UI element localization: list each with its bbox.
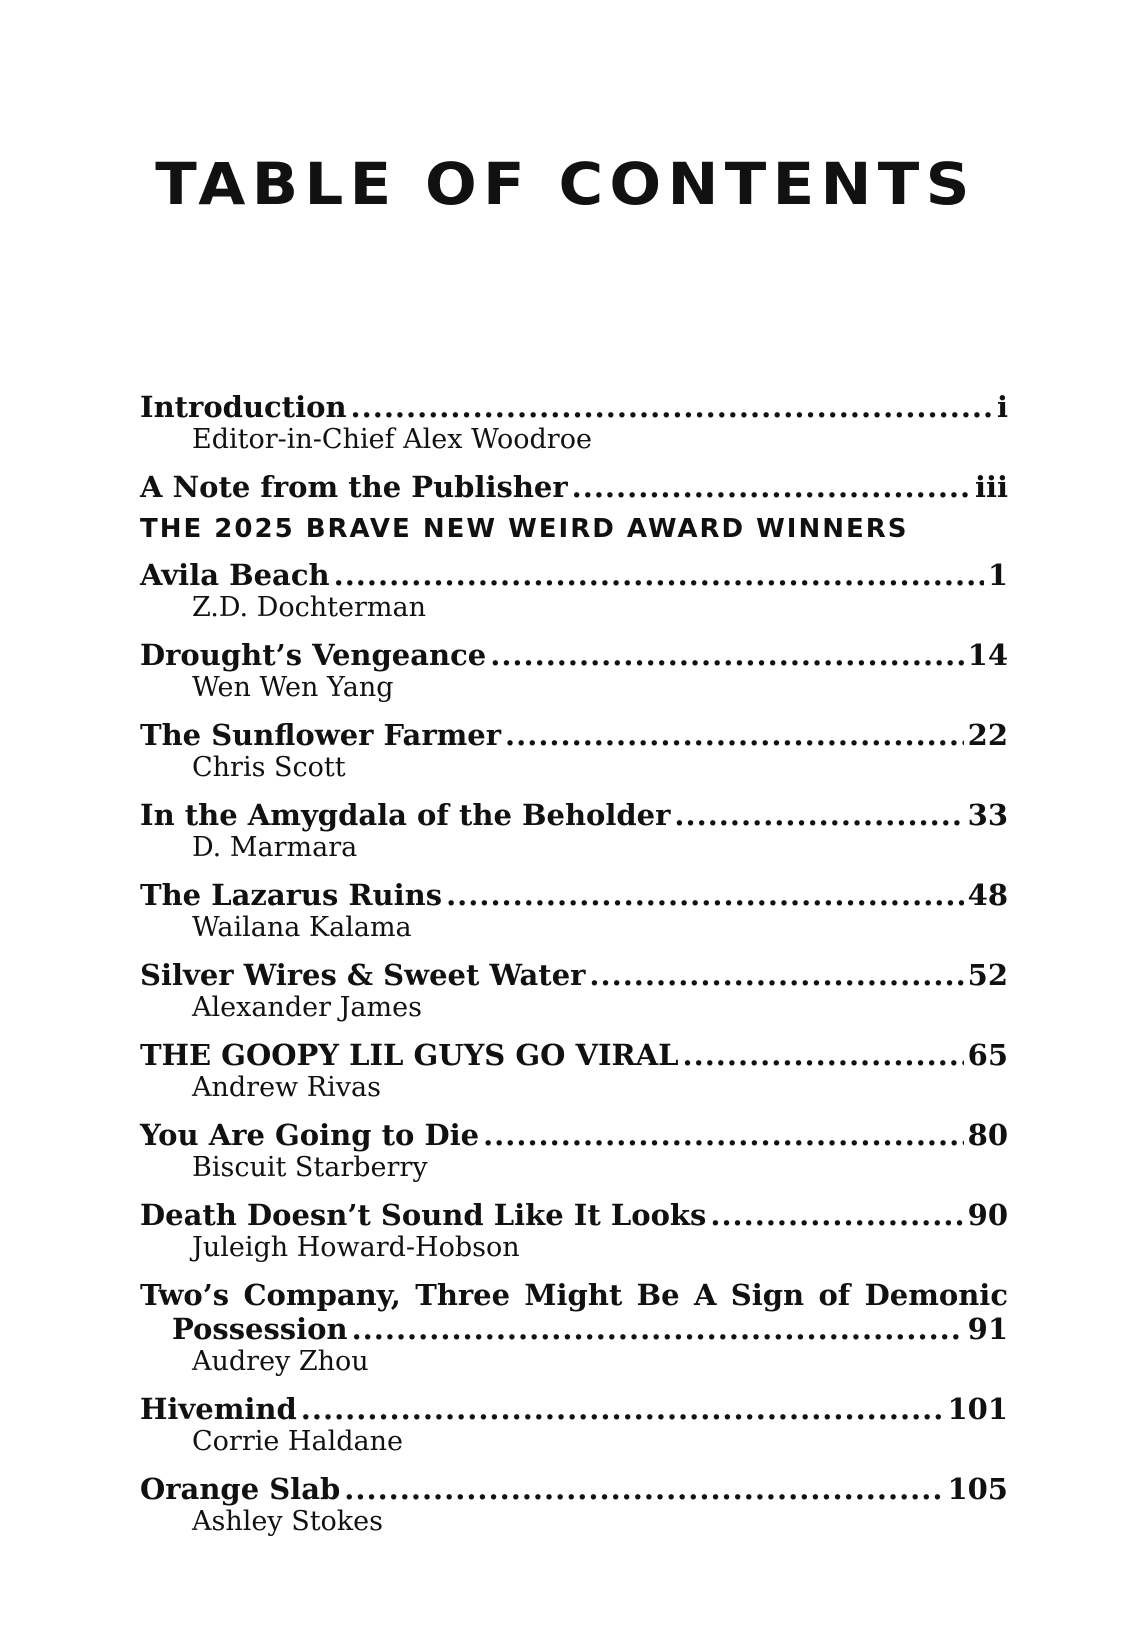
entry-title-continued: Possession <box>172 1312 348 1346</box>
entry-author: Biscuit Starberry <box>192 1152 428 1183</box>
dot-leader <box>490 638 963 672</box>
toc-entry[interactable] <box>140 878 1008 944</box>
page-number: 48 <box>967 878 1008 912</box>
page-number: 1 <box>987 558 1008 592</box>
page-number: 91 <box>967 1312 1008 1346</box>
toc-entry[interactable] <box>140 638 1008 704</box>
page-title: TABLE OF CONTENTS <box>155 150 976 218</box>
dot-leader <box>710 1198 963 1232</box>
entry-title: The Lazarus Ruins <box>140 878 443 912</box>
table-of-contents <box>140 390 1008 1538</box>
entry-line <box>140 390 1008 424</box>
entry-line <box>140 470 1008 504</box>
entry-author: Ashley Stokes <box>192 1506 383 1537</box>
toc-entry[interactable] <box>140 1038 1008 1104</box>
entry-author: Audrey Zhou <box>192 1346 369 1377</box>
entry-title: In the Amygdala of the Beholder <box>140 798 671 832</box>
dot-leader <box>572 470 971 504</box>
page-number: 14 <box>967 638 1008 672</box>
entry-author: Alexander James <box>192 992 422 1023</box>
toc-entry[interactable] <box>140 1278 1008 1378</box>
page-number: 22 <box>967 718 1008 752</box>
entry-title: Two’s Company, Three Might Be A Sign of Demonic <box>140 1278 1008 1312</box>
entry-line <box>140 1312 1008 1346</box>
toc-entry[interactable] <box>140 1198 1008 1264</box>
dot-leader <box>301 1392 944 1426</box>
page-number: i <box>996 390 1008 424</box>
toc-entry-introduction[interactable] <box>140 390 1008 456</box>
entry-line <box>140 1198 1008 1232</box>
toc-entry[interactable] <box>140 1472 1008 1538</box>
entry-title: Silver Wires & Sweet Water <box>140 958 586 992</box>
dot-leader <box>351 390 993 424</box>
toc-entry[interactable] <box>140 718 1008 784</box>
entry-line <box>140 1038 1008 1072</box>
toc-entry[interactable] <box>140 1392 1008 1458</box>
entry-title: Introduction <box>140 390 347 424</box>
entry-author: Wailana Kalama <box>192 912 412 943</box>
page-number: 52 <box>967 958 1008 992</box>
entry-author: Editor-in-Chief Alex Woodroe <box>192 424 592 455</box>
entry-line <box>140 558 1008 592</box>
dot-leader <box>589 958 963 992</box>
entry-author: Chris Scott <box>192 752 346 783</box>
entry-line <box>140 1472 1008 1506</box>
entry-author: Andrew Rivas <box>192 1072 381 1103</box>
entry-title: Avila Beach <box>140 558 330 592</box>
entry-title: The Sunflower Farmer <box>140 718 502 752</box>
entry-line <box>140 878 1008 912</box>
page-number: iii <box>974 470 1008 504</box>
entry-author: Z.D. Dochterman <box>192 592 426 623</box>
dot-leader <box>483 1118 964 1152</box>
dot-leader <box>446 878 964 912</box>
entry-author: Juleigh Howard-Hobson <box>192 1232 520 1263</box>
toc-entry[interactable] <box>140 958 1008 1024</box>
dot-leader <box>352 1312 964 1346</box>
entry-line <box>140 638 1008 672</box>
toc-entry[interactable] <box>140 558 1008 624</box>
page-number: 65 <box>967 1038 1008 1072</box>
entry-line <box>140 1118 1008 1152</box>
dot-leader <box>674 798 963 832</box>
entry-line <box>140 718 1008 752</box>
entry-author: Wen Wen Yang <box>192 672 394 703</box>
entry-title: Orange Slab <box>140 1472 341 1506</box>
entry-line <box>140 798 1008 832</box>
entry-title: Drought’s Vengeance <box>140 638 487 672</box>
entry-author: Corrie Haldane <box>192 1426 403 1457</box>
page-number: 101 <box>947 1392 1008 1426</box>
dot-leader <box>334 558 984 592</box>
dot-leader <box>344 1472 943 1506</box>
toc-entry[interactable] <box>140 798 1008 864</box>
entry-title: You Are Going to Die <box>140 1118 480 1152</box>
entry-title: Hivemind <box>140 1392 297 1426</box>
entry-title: A Note from the Publisher <box>140 470 568 504</box>
entry-line <box>140 1392 1008 1426</box>
page-number: 90 <box>967 1198 1008 1232</box>
toc-entry-publisher-note[interactable] <box>140 470 1008 504</box>
page-number: 33 <box>967 798 1008 832</box>
dot-leader <box>683 1038 964 1072</box>
toc-entry[interactable] <box>140 1118 1008 1184</box>
entry-line <box>140 958 1008 992</box>
page-number: 105 <box>947 1472 1008 1506</box>
section-heading: THE 2025 BRAVE NEW WEIRD AWARD WINNERS <box>140 514 909 544</box>
entry-author: D. Marmara <box>192 832 358 863</box>
entry-title: Death Doesn’t Sound Like It Looks <box>140 1198 707 1232</box>
dot-leader <box>505 718 964 752</box>
page-number: 80 <box>967 1118 1008 1152</box>
entry-title: THE GOOPY LIL GUYS GO VIRAL <box>140 1038 679 1072</box>
